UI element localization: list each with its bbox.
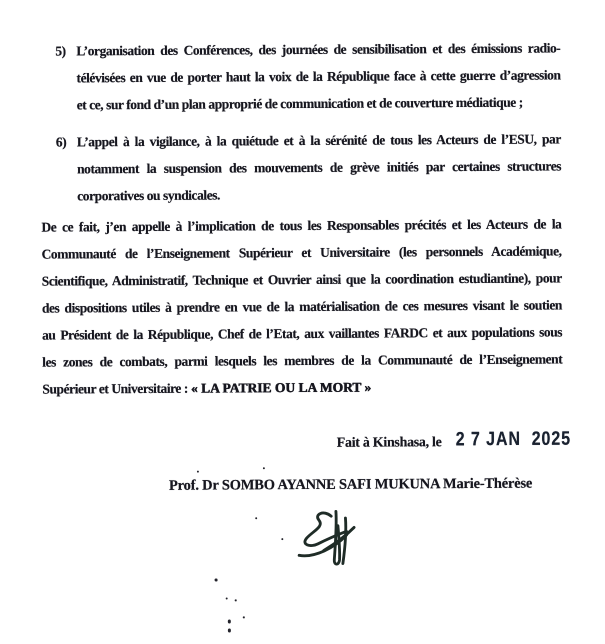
ink-speck [263,467,265,469]
date-stamp: 2 7 JAN 2025 [455,427,571,450]
paragraph-last-line [42,372,562,402]
ink-speck [197,471,199,473]
list-item-6 [56,125,561,209]
slogan-text: « LA PATRIE OU LA MORT » [190,379,372,396]
ink-speck [235,599,237,601]
item-6-number: 6) [55,134,67,150]
paragraph-last-line-prefix: Supérieur et Universitaire : [42,380,191,397]
signatory-name: Prof. Dr SOMBO AYANNE SAFI MUKUNA Marie-Thérèse [168,475,533,494]
paragraph-line: des dispositions utiles à prendre en vue de la matérialisation de ces mesures visant le soutien [41,297,562,316]
ink-speck [215,579,218,582]
item-5-text [76,34,560,118]
paragraph-line: De ce fait, j’en appelle à l’implication de tous les Responsables précités et les Acteurs de la [41,216,562,235]
item-5-line: télévisées en vue de porter haut la voix de la République face à cette guerre d’agression [76,67,561,86]
ink-speck [243,616,245,618]
paragraph-line: Communauté de l’Enseignement Supérieur et Universitaire (les personnels Académique, [41,243,562,262]
item-6-line: notamment la suspension des mouvements de grève initiés par certaines structures [77,158,562,177]
item-6-line: L’appel à la vigilance, à la quiétude et à la sérénité de tous les Acteurs de l’ESU, par [76,131,561,150]
ink-speck [228,619,231,623]
closing-paragraph [41,210,562,402]
item-6-line: corporatives ou syndicales. [77,187,220,204]
paragraph-line: les zones de combats, parmi lesquels les membres de la Communauté de l’Enseignement [42,351,563,370]
item-5-number: 5) [55,43,66,59]
item-5-line: et ce, sur fond d’un plan approprié de communication et de couverture médiatique ; [76,94,523,113]
ink-speck [255,517,257,519]
list-item-5 [55,34,560,118]
dateline-label: Fait à Kinshasa, le [336,435,442,451]
ink-speck [281,538,283,540]
ink-speck [226,597,228,599]
item-5-line: L’organisation des Conférences, des journées de sensibilisation et des émissions radio- [76,40,561,59]
ink-speck [228,628,231,632]
item-6-text [77,125,561,209]
dateline [313,412,579,470]
paragraph-line: Scientifique, Administratif, Technique et Ouvrier ainsi que la coordination estudiantine), pour [41,270,562,289]
paragraph-line: au Président de la République, Chef de l’Etat, aux vaillantes FARDC et aux populations sous [42,324,563,343]
signature-scribble [293,506,369,578]
